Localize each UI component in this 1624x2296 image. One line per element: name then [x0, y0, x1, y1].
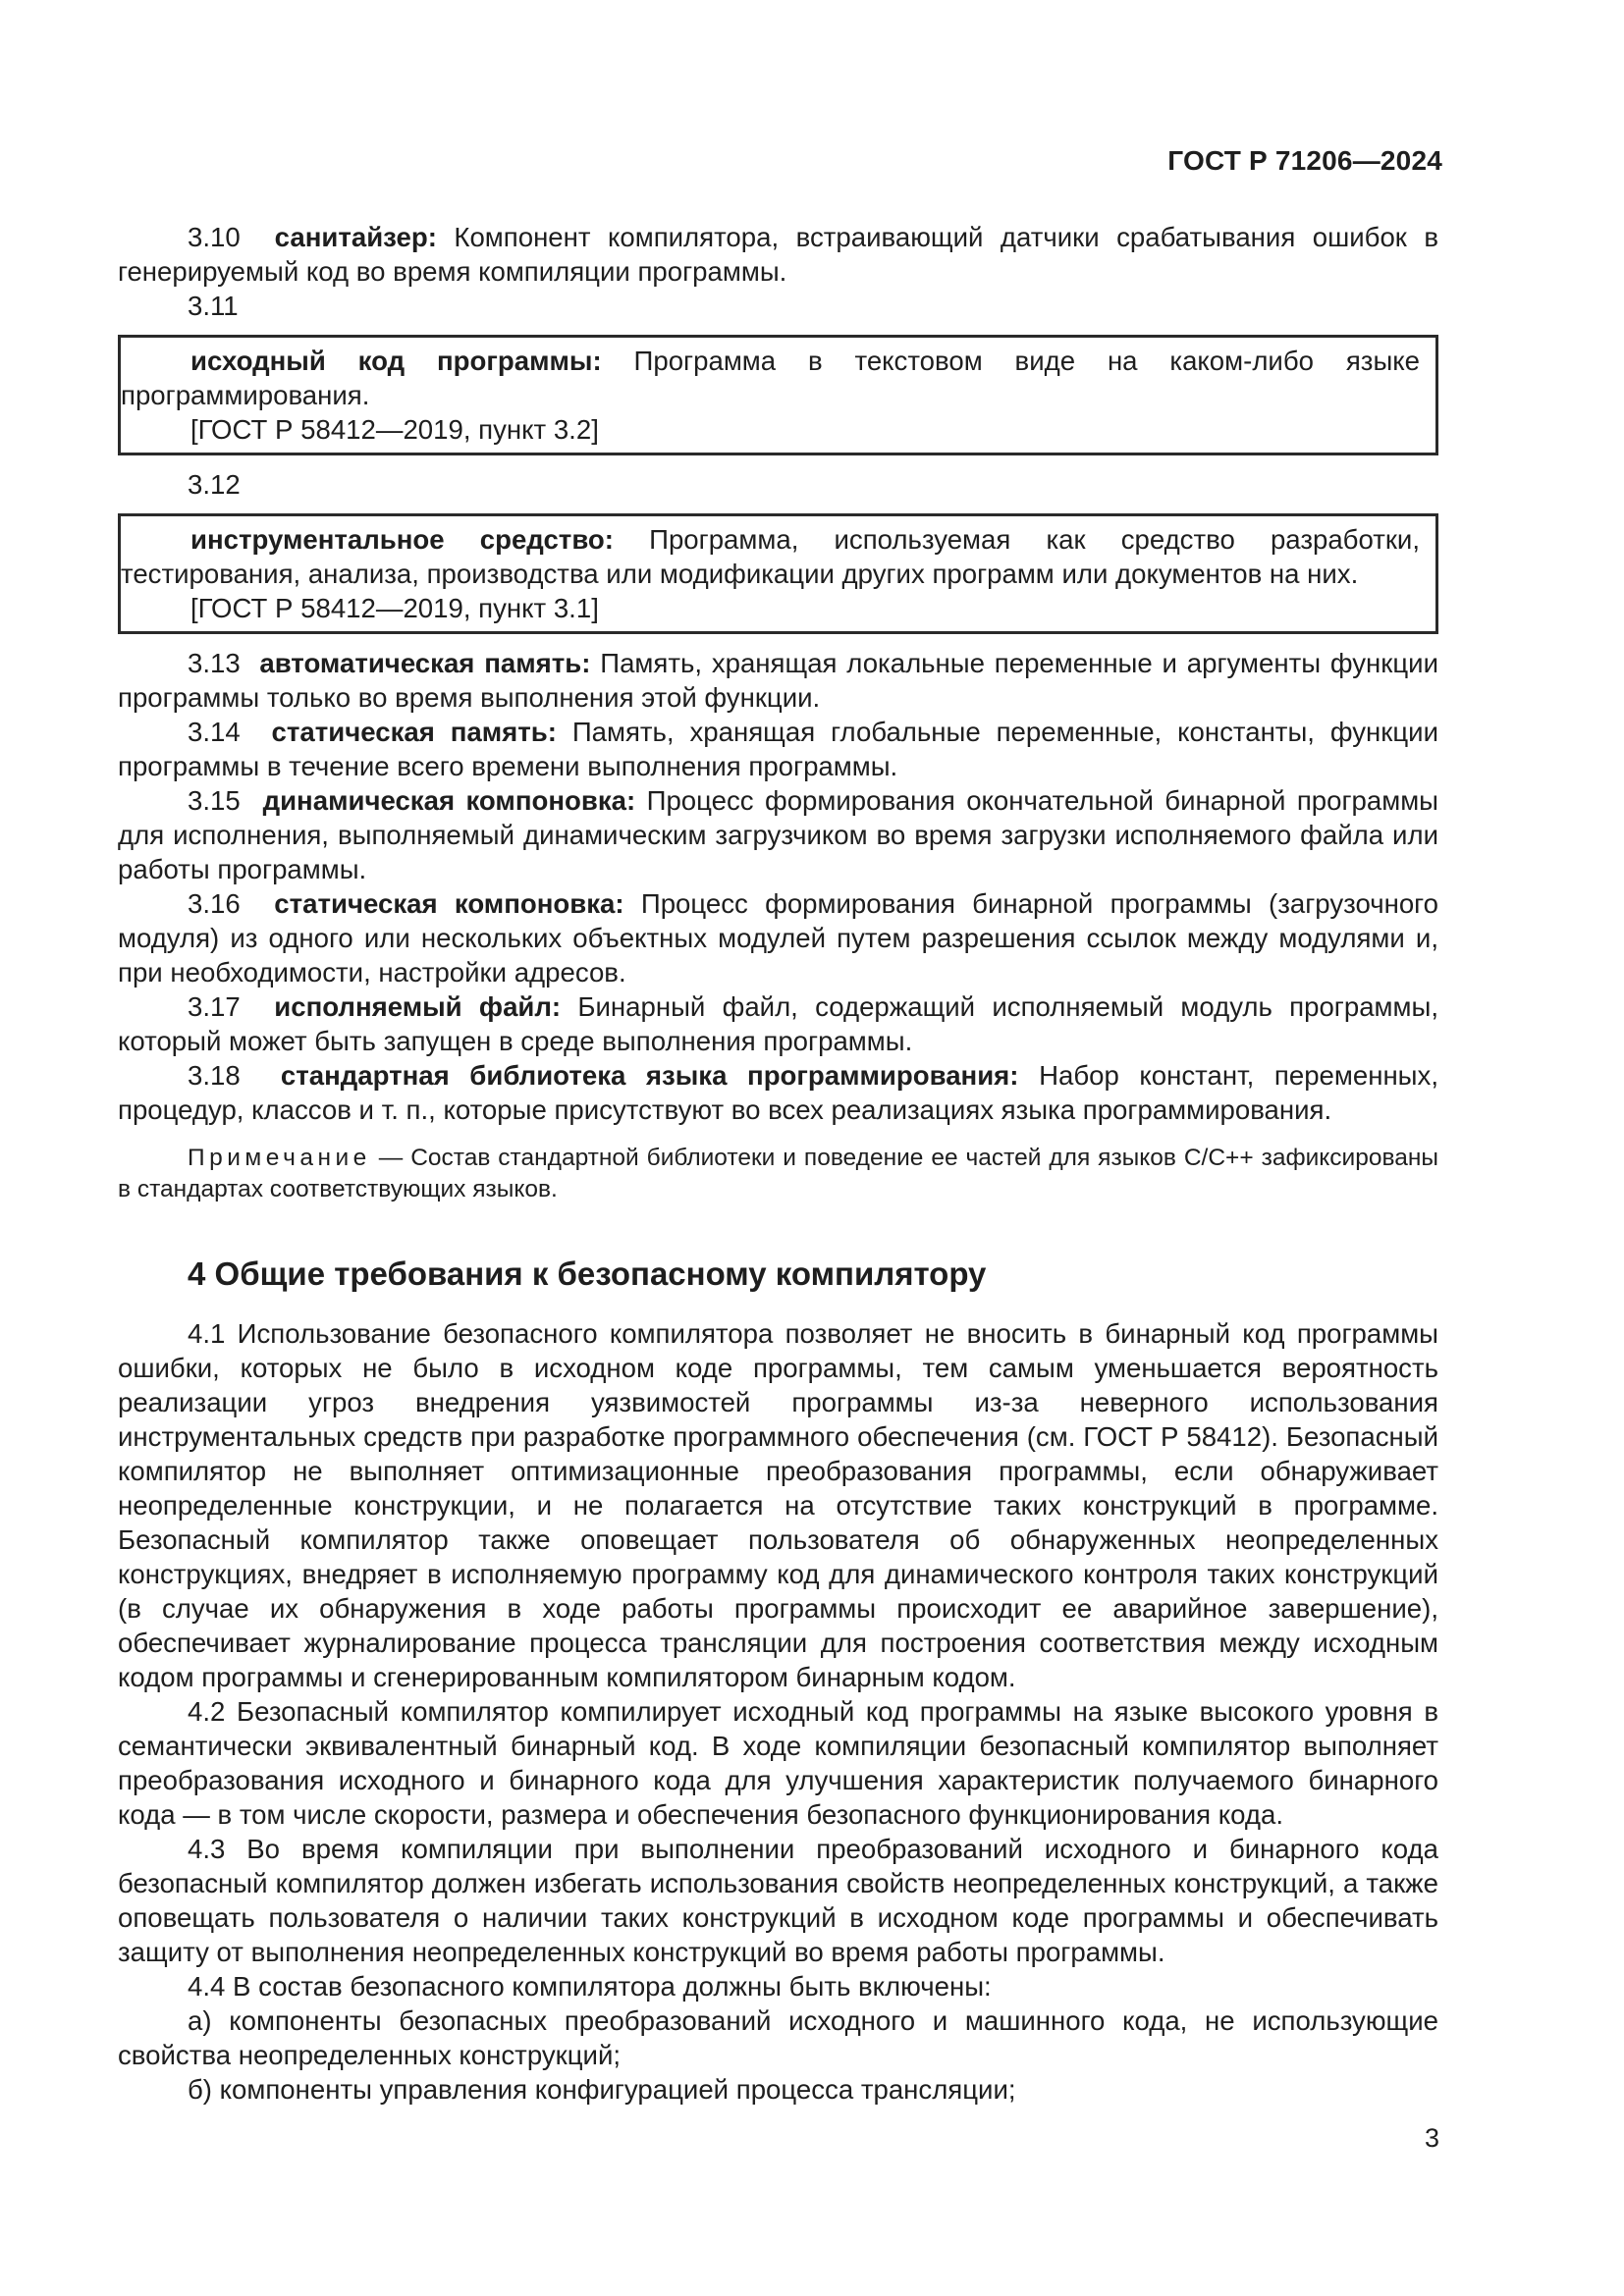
term-3-10 [118, 220, 1438, 289]
paragraph-4-1: 4.1 Использование безопасного компилятора позволяет не вносить в бинарный код программы ошибки, которых не было в исходном коде программы, тем самым уменьшается вероятность реализации угроз внедрения уязвимостей программы из-за неверного использования инструментальных средств при разработке программного обеспечения (см. ГОСТ Р 58412). Безопасный компилятор не выполняет оптимизационные преобразования программы, если обнаруживает неопределенные конструкции, и не полагается на отсутствие таких конструкций в программе. Безопасный компилятор также оповещает пользователя об обнаруженных неопределенных конструкциях, внедряет в исполняемую программу код для динамического контроля таких конструкций (в случае их обнаружения в ходе работы программы происходит ее аварийное завершение), обеспечивает журналирование процесса трансляции для построения соответствия между исходным кодом программы и сгенерированным компилятором бинарным кодом. [118, 1318, 1438, 1692]
term-title: статическая память: [271, 717, 557, 747]
term-title: инструментальное средство: [190, 524, 614, 555]
note [118, 1143, 1438, 1205]
term-definition: Процесс формирования бинарной программы (загрузочного модуля) из одного или нескольких объектных модулей путем разрешения ссылок между модулями и, при необходимости, настройки адресов. [118, 888, 1438, 988]
term-title: стандартная библиотека языка программирования: [280, 1060, 1019, 1091]
term-definition: Память, хранящая локальные переменные и аргументы функции программы только во время выполнения этой функции. [118, 648, 1438, 713]
term-title: исполняемый файл: [274, 991, 562, 1022]
term-3-12 [121, 522, 1420, 591]
section-4-heading: 4 Общие требования к безопасному компилятору [188, 1255, 987, 1292]
term-number-3-12: 3.12 [188, 469, 241, 500]
term-number-3-11: 3.11 [188, 291, 239, 321]
term-box-3-11 [118, 335, 1438, 455]
term-number: 3.13 [188, 648, 241, 678]
term-number: 3.10 [188, 222, 241, 252]
term-definition: Бинарный файл, содержащий исполняемый модуль программы, который может быть запущен в среде выполнения программы. [118, 991, 1438, 1056]
term-3-14 [118, 715, 1438, 783]
term-box-3-12 [118, 513, 1438, 634]
term-number: 3.16 [188, 888, 241, 919]
term-3-13 [118, 646, 1438, 715]
term-definition: Программа, используемая как средство разработки, тестирования, анализа, производства или модификации других программ или документов на них. [121, 524, 1421, 589]
term-definition: Процесс формирования окончательной бинарной программы для исполнения, выполняемый динамическим загрузчиком во время загрузки исполняемого файла или работы программы. [118, 785, 1439, 884]
term-number: 3.18 [188, 1060, 241, 1091]
document-body [118, 220, 1438, 2107]
paragraph-4-3: 4.3 Во время компиляции при выполнении преобразований исходного и бинарного кода безопасный компилятор должен избегать использования свойств неопределенных конструкций, а также оповещать пользователя о наличии таких конструкций в исходном коде программы и обеспечивать защиту от выполнения неопределенных конструкций во время работы программы. [118, 1834, 1438, 1967]
note-label: Примечание [188, 1145, 371, 1171]
term-title: санитайзер: [274, 222, 437, 252]
page-number: 3 [1424, 2123, 1439, 2153]
term-definition: Набор констант, переменных, процедур, классов и т. п., которые присутствуют во всех реализациях языка программирования. [118, 1060, 1438, 1125]
term-title: динамическая компоновка: [262, 785, 636, 816]
term-number: 3.14 [188, 717, 241, 747]
paragraph-4-2: 4.2 Безопасный компилятор компилирует исходный код программы на языке высокого уровня в семантически эквивалентный бинарный код. В ходе компиляции безопасный компилятор выполняет преобразования исходного и бинарного кода для улучшения характеристик получаемого бинарного кода — в том числе скорости, размера и обеспечения безопасного функционирования кода. [118, 1696, 1438, 1830]
note-text: — Состав стандартной библиотеки и поведение ее частей для языков С/С++ зафиксированы в стандартах соответствующих языков. [118, 1145, 1438, 1202]
term-3-17 [118, 989, 1438, 1058]
term-3-18 [118, 1058, 1438, 1127]
term-3-16 [118, 886, 1438, 989]
term-number: 3.17 [188, 991, 241, 1022]
term-definition: Программа в текстовом виде на каком-либо языке программирования. [121, 346, 1421, 410]
term-source: [ГОСТ Р 58412—2019, пункт 3.1] [190, 593, 599, 623]
document-header-id: ГОСТ Р 71206—2024 [1167, 145, 1442, 176]
term-title: статическая компоновка: [274, 888, 624, 919]
term-definition: Компонент компилятора, встраивающий датчики срабатывания ошибок в генерируемый код во время компиляции программы. [118, 222, 1439, 287]
term-number: 3.15 [188, 785, 241, 816]
term-3-15 [118, 783, 1438, 886]
term-3-11 [121, 344, 1420, 412]
term-source: [ГОСТ Р 58412—2019, пункт 3.2] [190, 414, 599, 445]
paragraph-4-4: 4.4 В состав безопасного компилятора должны быть включены: [188, 1971, 992, 2002]
term-title: автоматическая память: [259, 648, 591, 678]
term-title: исходный код программы: [190, 346, 602, 376]
list-item-a: а) компоненты безопасных преобразований исходного и машинного кода, не использующие свойства неопределенных конструкций; [118, 2005, 1438, 2070]
list-item-b: б) компоненты управления конфигурацией процесса трансляции; [188, 2074, 1016, 2105]
term-definition: Память, хранящая глобальные переменные, константы, функции программы в течение всего времени выполнения программы. [118, 717, 1438, 781]
